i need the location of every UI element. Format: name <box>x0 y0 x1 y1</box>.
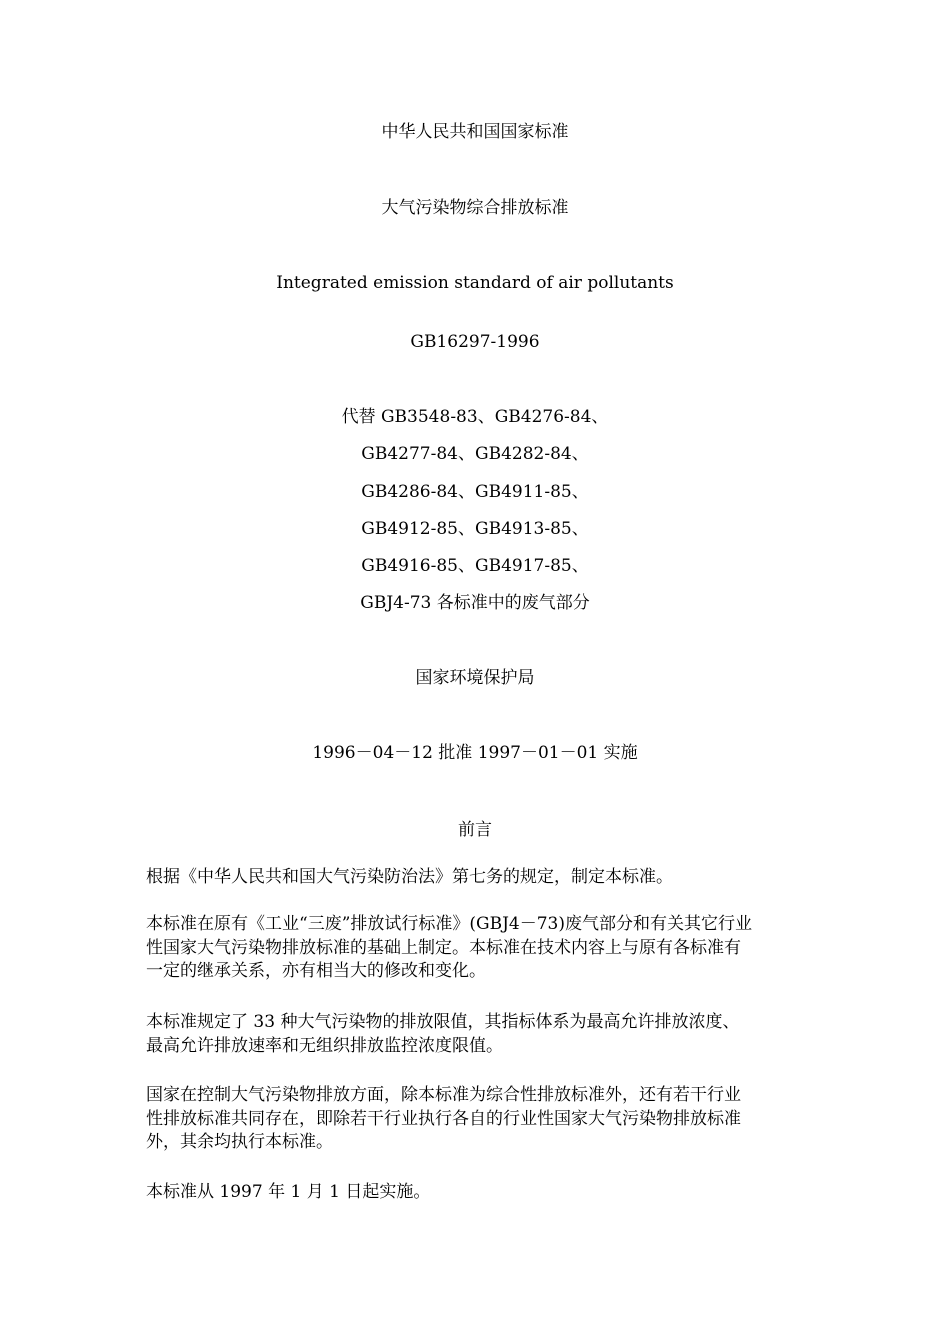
replaces-line: GBJ4-73 各标准中的废气部分 <box>360 593 590 613</box>
paragraph-line: 本标准在原有《工业“三废”排放试行标准》(GBJ4－73)废气部分和有关其它行业 <box>146 914 752 934</box>
foreword-paragraph <box>146 913 816 984</box>
replaces-line: 代替 GB3548-83、GB4276-84、 <box>341 407 609 427</box>
standard-title-en: Integrated emission standard of air pollutants <box>276 273 674 293</box>
paragraph-line: 一定的继承关系，亦有相当大的修改和变化。 <box>146 961 486 981</box>
paragraph-line: 最高允许排放速率和无组织排放监控浓度限值。 <box>146 1035 503 1056</box>
standard-title-cn: 大气污染物综合排放标准 <box>381 198 569 218</box>
paragraph-line: 本标准从 1997 年 1 月 1 日起实施。 <box>146 1182 431 1202</box>
national-standard-label: 中华人民共和国国家标准 <box>381 122 569 142</box>
paragraph-line: 性排放标准共同存在，即除若干行业执行各自的行业性国家大气污染物排放标准 <box>146 1108 741 1129</box>
standard-code: GB16297-1996 <box>410 332 540 352</box>
approval-dates: 1996－04－12 批准 1997－01－01 实施 <box>312 743 638 763</box>
paragraph-line: 根据《中华人民共和国大气污染防治法》第七务的规定，制定本标准。 <box>146 867 673 887</box>
replaces-line: GB4916-85、GB4917-85、 <box>361 556 589 576</box>
foreword-paragraph <box>146 1181 816 1205</box>
foreword-paragraph <box>146 1084 816 1155</box>
replaces-line: GB4912-85、GB4913-85、 <box>361 519 589 539</box>
paragraph-line: 国家在控制大气污染物排放方面，除本标准为综合性排放标准外，还有若干行业 <box>146 1085 741 1105</box>
foreword-paragraph <box>146 866 816 890</box>
paragraph-line: 性国家大气污染物排放标准的基础上制定。本标准在技术内容上与原有各标准有 <box>146 937 741 958</box>
replaces-line: GB4286-84、GB4911-85、 <box>361 482 589 502</box>
paragraph-line: 本标准规定了 33 种大气污染物的排放限值，其指标体系为最高允许排放浓度、 <box>146 1012 740 1032</box>
replaces-line: GB4277-84、GB4282-84、 <box>361 444 589 464</box>
foreword-paragraph <box>146 1011 816 1058</box>
issuer: 国家环境保护局 <box>415 668 535 688</box>
foreword-heading: 前言 <box>458 820 492 840</box>
paragraph-line: 外，其余均执行本标准。 <box>146 1132 333 1152</box>
